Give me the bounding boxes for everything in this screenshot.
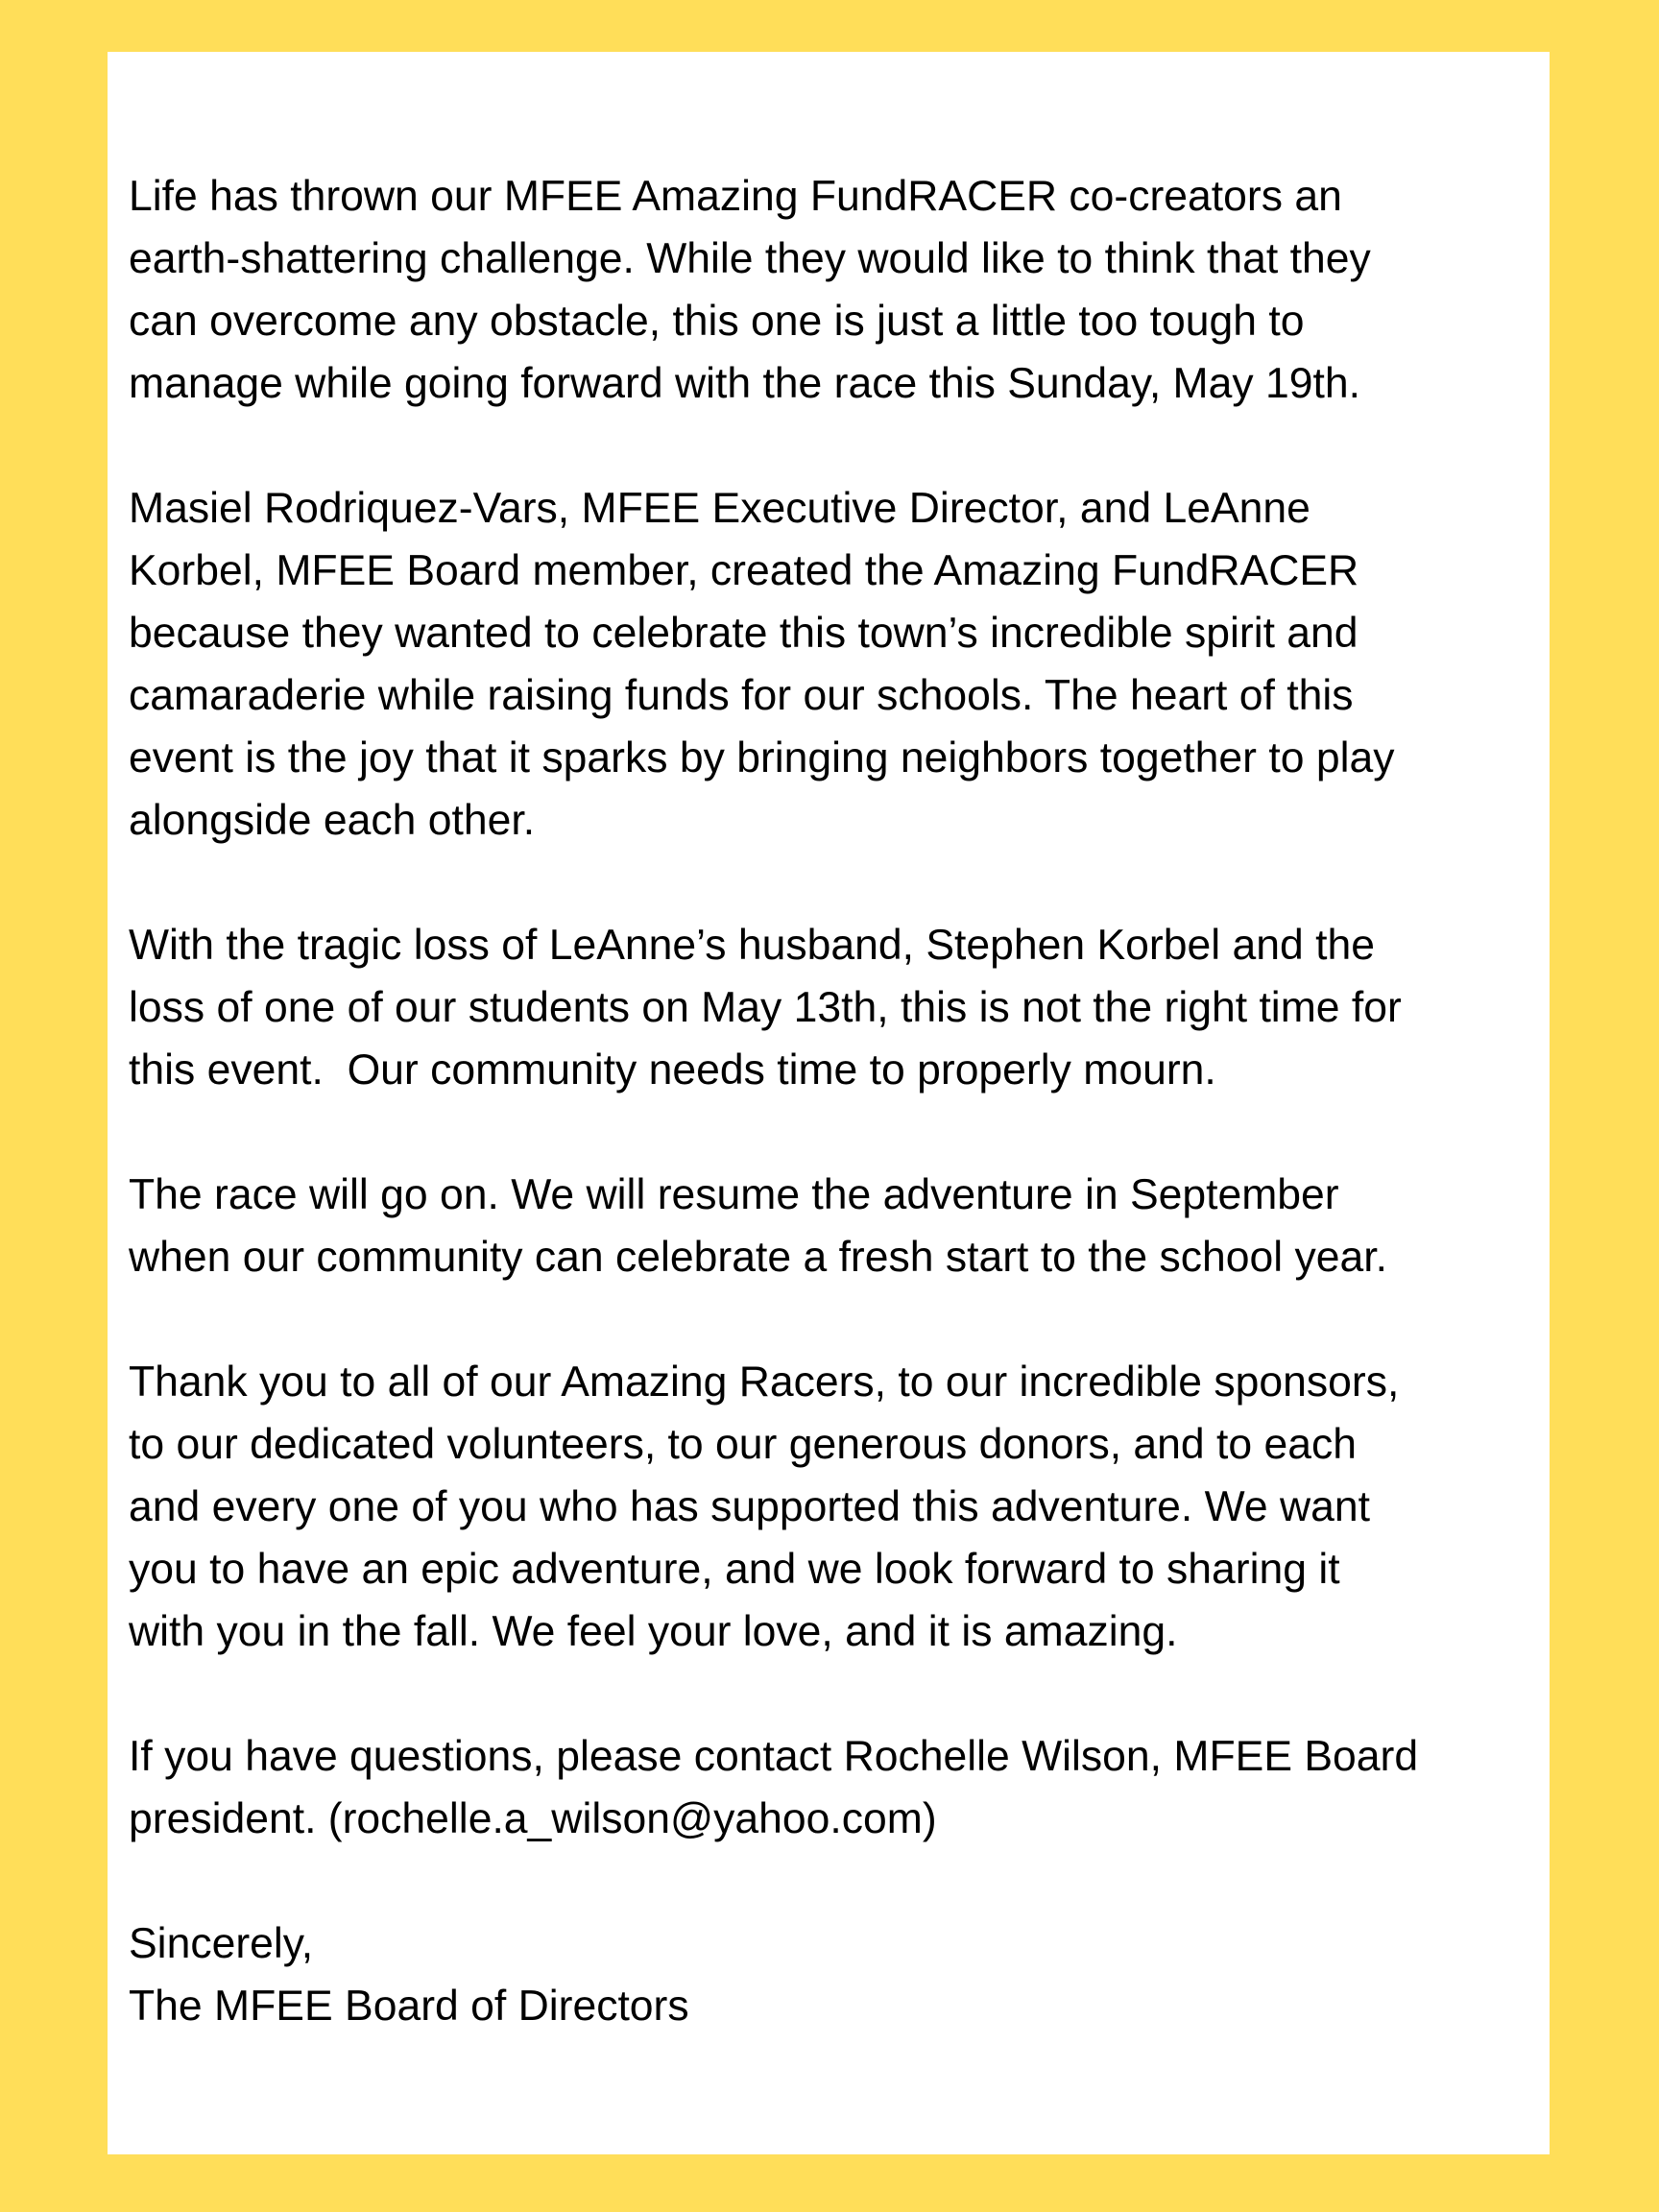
text-line: with you in the fall. We feel your love, and it is amazing. [129,1608,1178,1655]
text-line: Thank you to all of our Amazing Racers, to our incredible sponsors, [129,1358,1400,1406]
text-line: With the tragic loss of LeAnne’s husband, Stephen Korbel and the [129,922,1375,969]
text-line: alongside each other. [129,797,536,844]
paragraph-contact [129,1725,1528,1850]
text-line: If you have questions, please contact Rochelle Wilson, MFEE Board [129,1733,1419,1780]
text-line: earth-shattering challenge. While they would like to think that they [129,235,1371,282]
signatory: The MFEE Board of Directors [129,1983,689,2030]
text-line: when our community can celebrate a fresh start to the school year. [129,1234,1387,1281]
paragraph-challenge [129,165,1528,415]
text-line: Korbel, MFEE Board member, created the Amazing FundRACER [129,547,1359,594]
text-line: The race will go on. We will resume the adventure in September [129,1171,1339,1218]
text-line: to our dedicated volunteers, to our generous donors, and to each [129,1421,1358,1468]
paragraph-creators [129,477,1528,852]
sign-off: Sincerely, [129,1920,314,1967]
text-line: president. (rochelle.a_wilson@yahoo.com) [129,1795,937,1842]
text-line: manage while going forward with the race this Sunday, May 19th. [129,360,1360,407]
text-line: and every one of you who has supported this adventure. We want [129,1483,1370,1530]
text-line: loss of one of our students on May 13th, this is not the right time for [129,984,1402,1031]
text-line: you to have an epic adventure, and we look forward to sharing it [129,1546,1340,1593]
letter-card [108,52,1550,2154]
paragraph-loss [129,914,1528,1101]
text-line: event is the joy that it sparks by bringing neighbors together to play [129,734,1395,781]
text-line: can overcome any obstacle, this one is just a little too tough to [129,298,1305,345]
paragraph-thank-you [129,1351,1528,1663]
text-line: camaraderie while raising funds for our schools. The heart of this [129,672,1354,719]
signature-block [129,1912,1528,2037]
text-line: Masiel Rodriquez-Vars, MFEE Executive Director, and LeAnne [129,485,1310,532]
text-line: Life has thrown our MFEE Amazing FundRACER co-creators an [129,173,1342,220]
paragraph-race-resumes [129,1164,1528,1288]
text-line: because they wanted to celebrate this town’s incredible spirit and [129,610,1358,657]
text-line: this event. Our community needs time to properly mourn. [129,1046,1216,1094]
